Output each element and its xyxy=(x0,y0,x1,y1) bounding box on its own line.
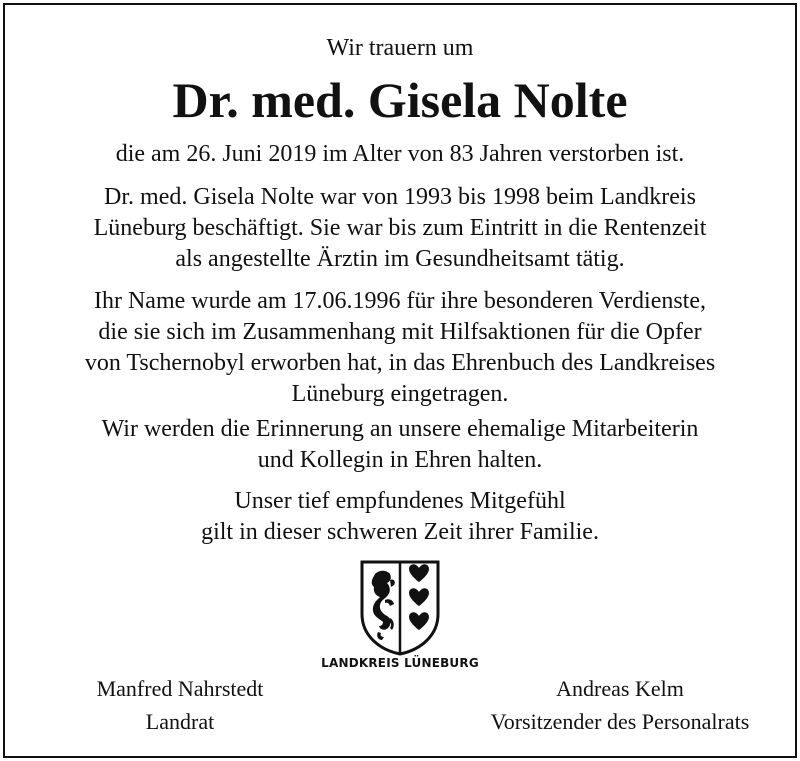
paragraph-condolence xyxy=(0,486,800,548)
signatory-name: Andreas Kelm xyxy=(556,676,684,701)
paragraph-honor xyxy=(0,286,800,410)
text-line: Dr. med. Gisela Nolte war von 1993 bis 1998 beim Landkreis xyxy=(104,184,696,210)
coat-of-arms-icon xyxy=(354,556,446,656)
text-line: Lüneburg beschäftigt. Sie war bis zum Eintritt in die Rentenzeit xyxy=(93,215,707,241)
text-line: Wir werden die Erinnerung an unsere ehemalige Mitarbeiterin xyxy=(101,416,699,442)
text-line: als angestellte Ärztin im Gesundheitsamt tätig. xyxy=(175,246,625,272)
text-line: von Tschernobyl erworben hat, in das Ehrenbuch des Landkreises xyxy=(84,350,716,376)
signatory-name: Manfred Nahrstedt xyxy=(96,676,264,701)
signature-left xyxy=(60,674,300,737)
text-line: Unser tief empfundenes Mitgefühl xyxy=(234,488,566,514)
signatory-role: Vorsitzender des Personalrats xyxy=(490,709,750,734)
emblem-caption: LANDKREIS LÜNEBURG xyxy=(321,656,479,670)
death-line xyxy=(0,139,800,170)
paragraph-memory xyxy=(0,414,800,476)
text-line: und Kollegin in Ehren halten. xyxy=(257,447,543,473)
text-line: Lüneburg eingetragen. xyxy=(291,381,509,407)
intro-line: Wir trauern um xyxy=(326,35,474,61)
signature-right xyxy=(460,674,780,737)
text-line: gilt in dieser schweren Zeit ihrer Familie. xyxy=(201,519,599,545)
text-line: Ihr Name wurde am 17.06.1996 für ihre besonderen Verdienste, xyxy=(93,288,707,314)
signatory-role: Landrat xyxy=(145,709,215,734)
text-line: die sie sich im Zusammenhang mit Hilfsaktionen für die Opfer xyxy=(98,319,702,345)
death-line-text: die am 26. Juni 2019 im Alter von 83 Jahren verstorben ist. xyxy=(115,141,685,167)
deceased-name: Dr. med. Gisela Nolte xyxy=(172,72,628,128)
paragraph-career xyxy=(0,182,800,275)
